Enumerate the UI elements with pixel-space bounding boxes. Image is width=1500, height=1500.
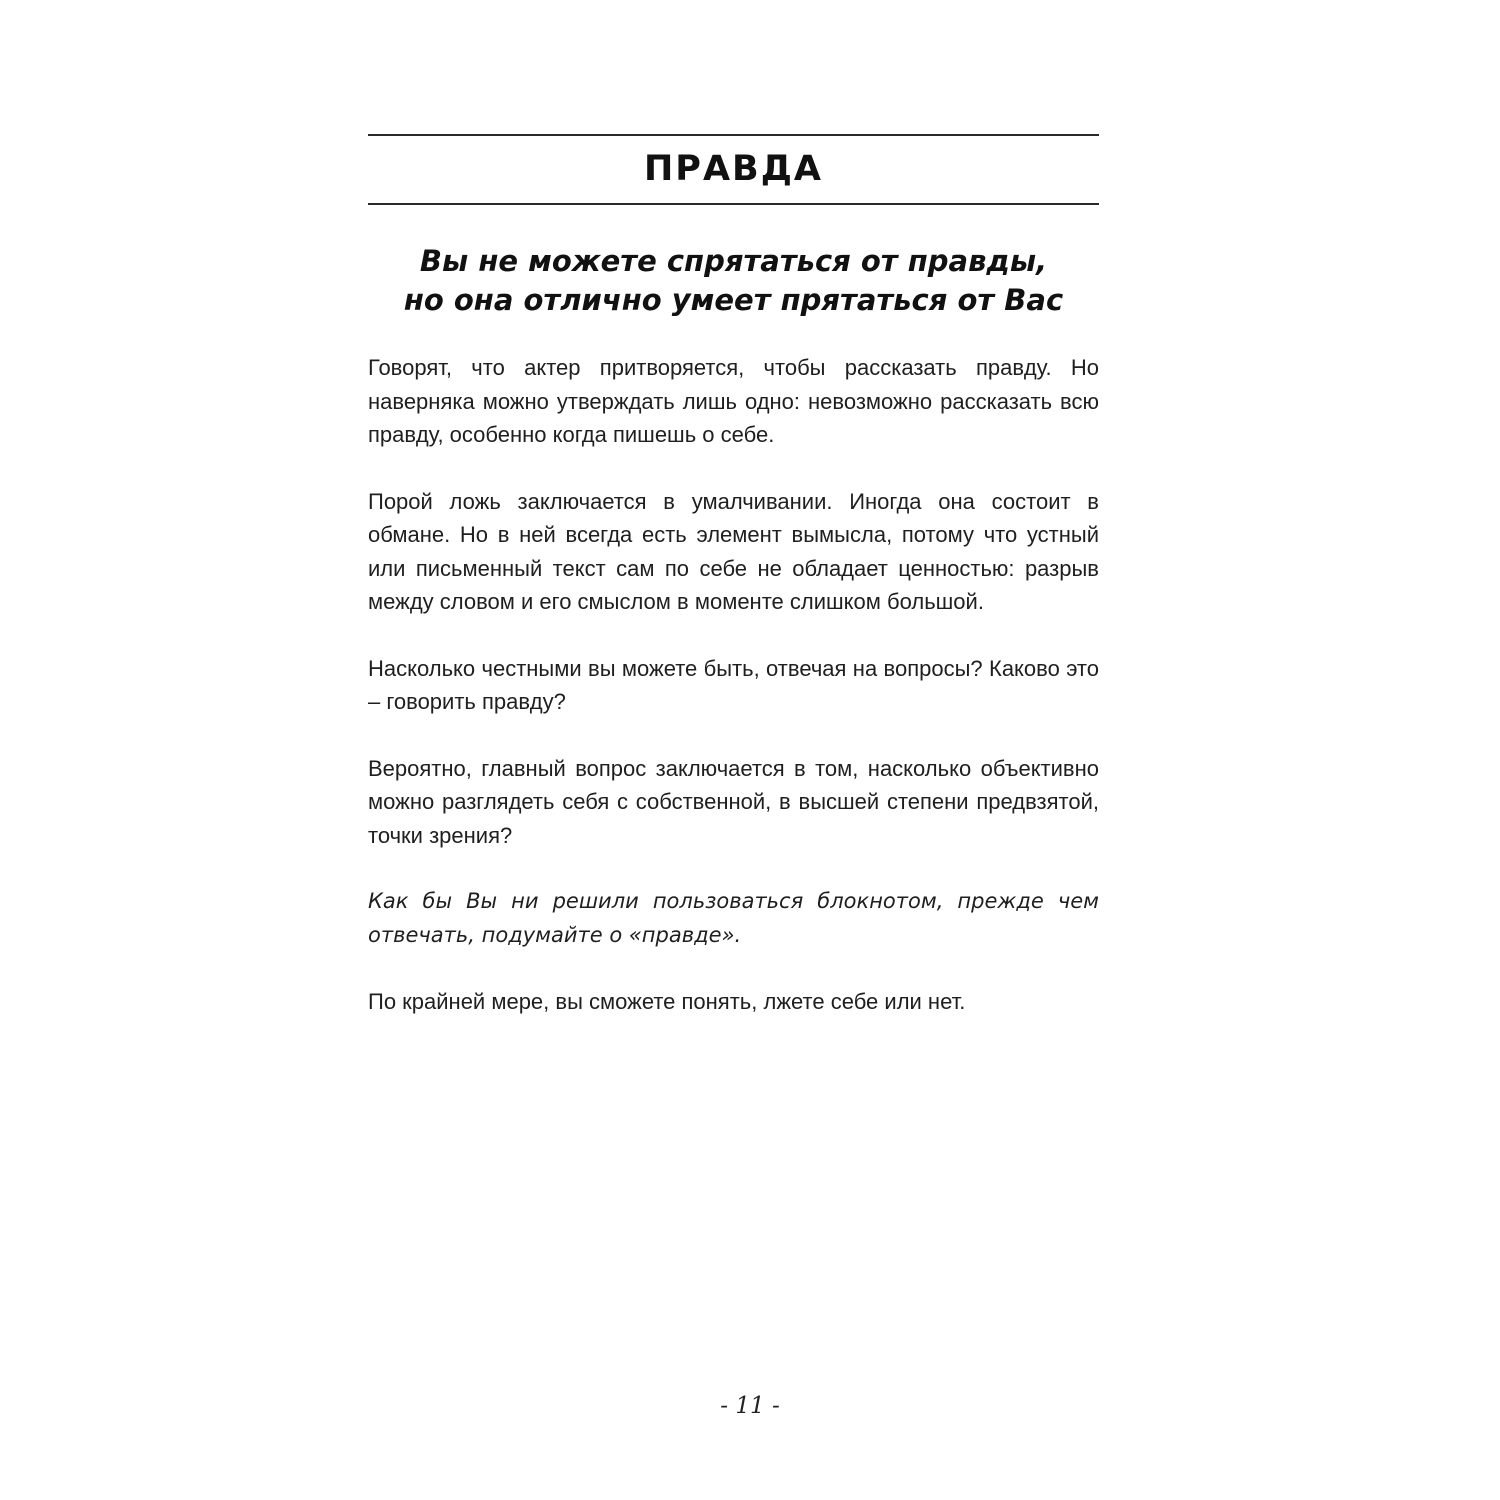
paragraph-1: Говорят, что актер притворяется, чтобы рассказать правду. Но наверняка можно утверждать лишь одно: невозможно рассказать всю правду, особенно когда пишешь о себе. <box>368 355 1099 447</box>
title-top-rule <box>368 134 1099 136</box>
epigraph-line-2: но она отлично умеет прятаться от Вас <box>403 283 1064 317</box>
paragraph-5-italic: Как бы Вы ни решили пользоваться блокнотом, прежде чем отвечать, подумайте о «правде». <box>368 889 1099 947</box>
title-bottom-rule <box>368 203 1099 205</box>
paragraph-6: По крайней мере, вы сможете понять, лжете себе или нет. <box>368 989 966 1014</box>
chapter-title: ПРАВДА <box>644 149 823 189</box>
page-number: - 11 - <box>720 1393 780 1419</box>
body-text <box>368 351 1099 1052</box>
epigraph-line-1: Вы не можете спрятаться от правды, <box>419 244 1048 278</box>
paragraph-3: Насколько честными вы можете быть, отвечая на вопросы? Каково это – говорить правду? <box>368 655 1099 714</box>
paragraph-2: Порой ложь заключается в умалчивании. Иногда она состоит в обмане. Но в ней всегда есть элемент вымысла, потому что устный или письменный текст сам по себе не обладает ценностью: разрыв между словом и его смыслом в моменте слишком большой. <box>368 488 1099 614</box>
epigraph <box>368 242 1099 320</box>
paragraph-4: Вероятно, главный вопрос заключается в том, насколько объективно можно разглядеть себя с собственной, в высшей степени предвзятой, точки зрения? <box>368 755 1099 848</box>
